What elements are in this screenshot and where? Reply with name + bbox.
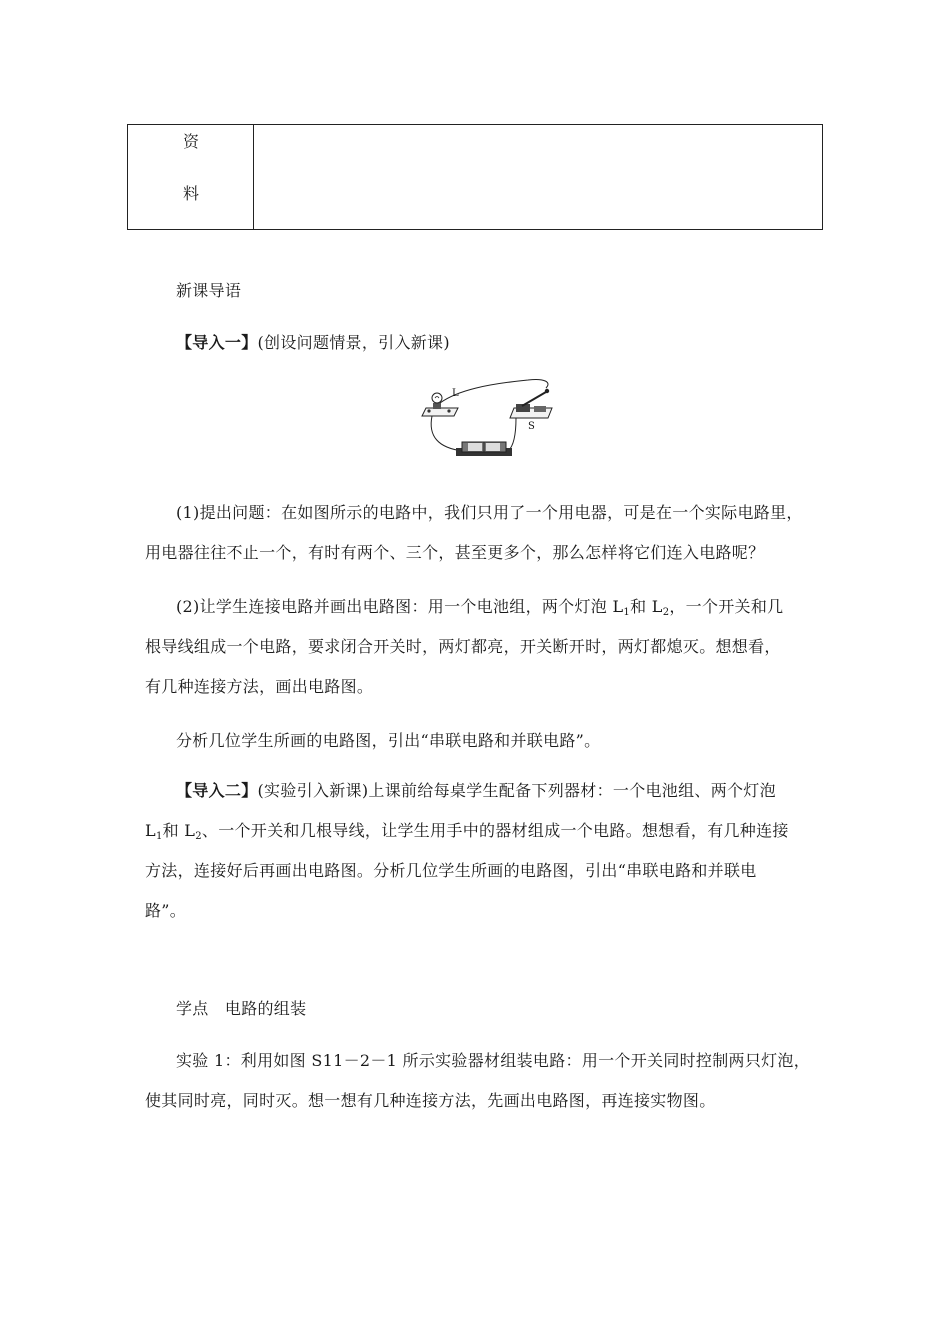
lead-two-line2-c: 、一个开关和几根导线，让学生用手中的器材组成一个电路。想想看，有几种连接 <box>201 821 789 840</box>
para1-line2: 用电器往往不止一个，有时有两个、三个，甚至更多个，那么怎样将它们连入电路呢？ <box>145 543 765 562</box>
wire-left <box>431 416 463 451</box>
experiment-line2: 使其同时亮，同时灭。想一想有几种连接方法，先画出电路图，再连接实物图。 <box>145 1091 716 1110</box>
switch-icon <box>510 389 552 418</box>
lead-two-sub-1: 1 <box>155 831 163 842</box>
experiment-line1: 实验 1：利用如图 S11－2－1 所示实验器材组装电路：用一个开关同时控制两只灯泡， <box>176 1051 811 1070</box>
lamp-label: L <box>452 388 459 399</box>
lead-two-label: 【导入二】 <box>176 781 258 800</box>
para2-sub-2: 2 <box>662 607 670 618</box>
para3-line: 分析几位学生所画的电路图，引出“串联电路和并联电路”。 <box>176 731 601 750</box>
battery-icon <box>456 442 512 456</box>
section-heading-intro: 新课导语 <box>176 281 242 300</box>
table-label-char-1: 资 <box>182 132 199 151</box>
para1-line1: (1)提出问题：在如图所示的电路中，我们只用了一个用电器，可是在一个实际电路里， <box>176 503 803 522</box>
table-label-cell <box>128 125 254 229</box>
lead-two-line1 <box>176 778 776 801</box>
lead-one-note: (创设问题情景，引入新课) <box>257 333 450 352</box>
lead-two-sub-2: 2 <box>195 831 202 842</box>
switch-label: S <box>528 421 535 432</box>
lead-two-line1-rest: (实验引入新课)上课前给每桌学生配备下列器材：一个电池组、两个灯泡 <box>257 781 776 800</box>
para2-line2: 根导线组成一个电路，要求闭合开关时，两灯都亮，开关断开时，两灯都熄灭。想想看， <box>145 637 781 656</box>
table-label-char-2: 料 <box>182 184 199 203</box>
para2-line1 <box>176 594 783 618</box>
wire-right <box>508 418 516 451</box>
para2-line1-b: 和 L <box>630 597 663 616</box>
section-heading-point: 学点 电路的组装 <box>176 999 307 1018</box>
lead-two-line2-b: 和 L <box>162 821 196 840</box>
para2-line1-c: ，一个开关和几 <box>669 597 784 616</box>
lead-two-line2-a: L <box>145 821 156 840</box>
para2-line1-a: (2)让学生连接电路并画出电路图：用一个电池组，两个灯泡 L <box>176 597 624 616</box>
lead-one-label: 【导入一】 <box>176 333 258 352</box>
lead-one-heading <box>176 330 450 353</box>
lead-two-line3: 方法，连接好后再画出电路图。分析几位学生所画的电路图，引出“串联电路和并联电 <box>145 861 757 880</box>
circuit-figure <box>418 376 568 466</box>
info-table <box>127 124 823 230</box>
para2-sub-1: 1 <box>623 607 631 618</box>
lead-two-line4: 路”。 <box>145 901 187 920</box>
para2-line3: 有几种连接方法，画出电路图。 <box>145 677 374 696</box>
lead-two-line2 <box>145 818 789 842</box>
